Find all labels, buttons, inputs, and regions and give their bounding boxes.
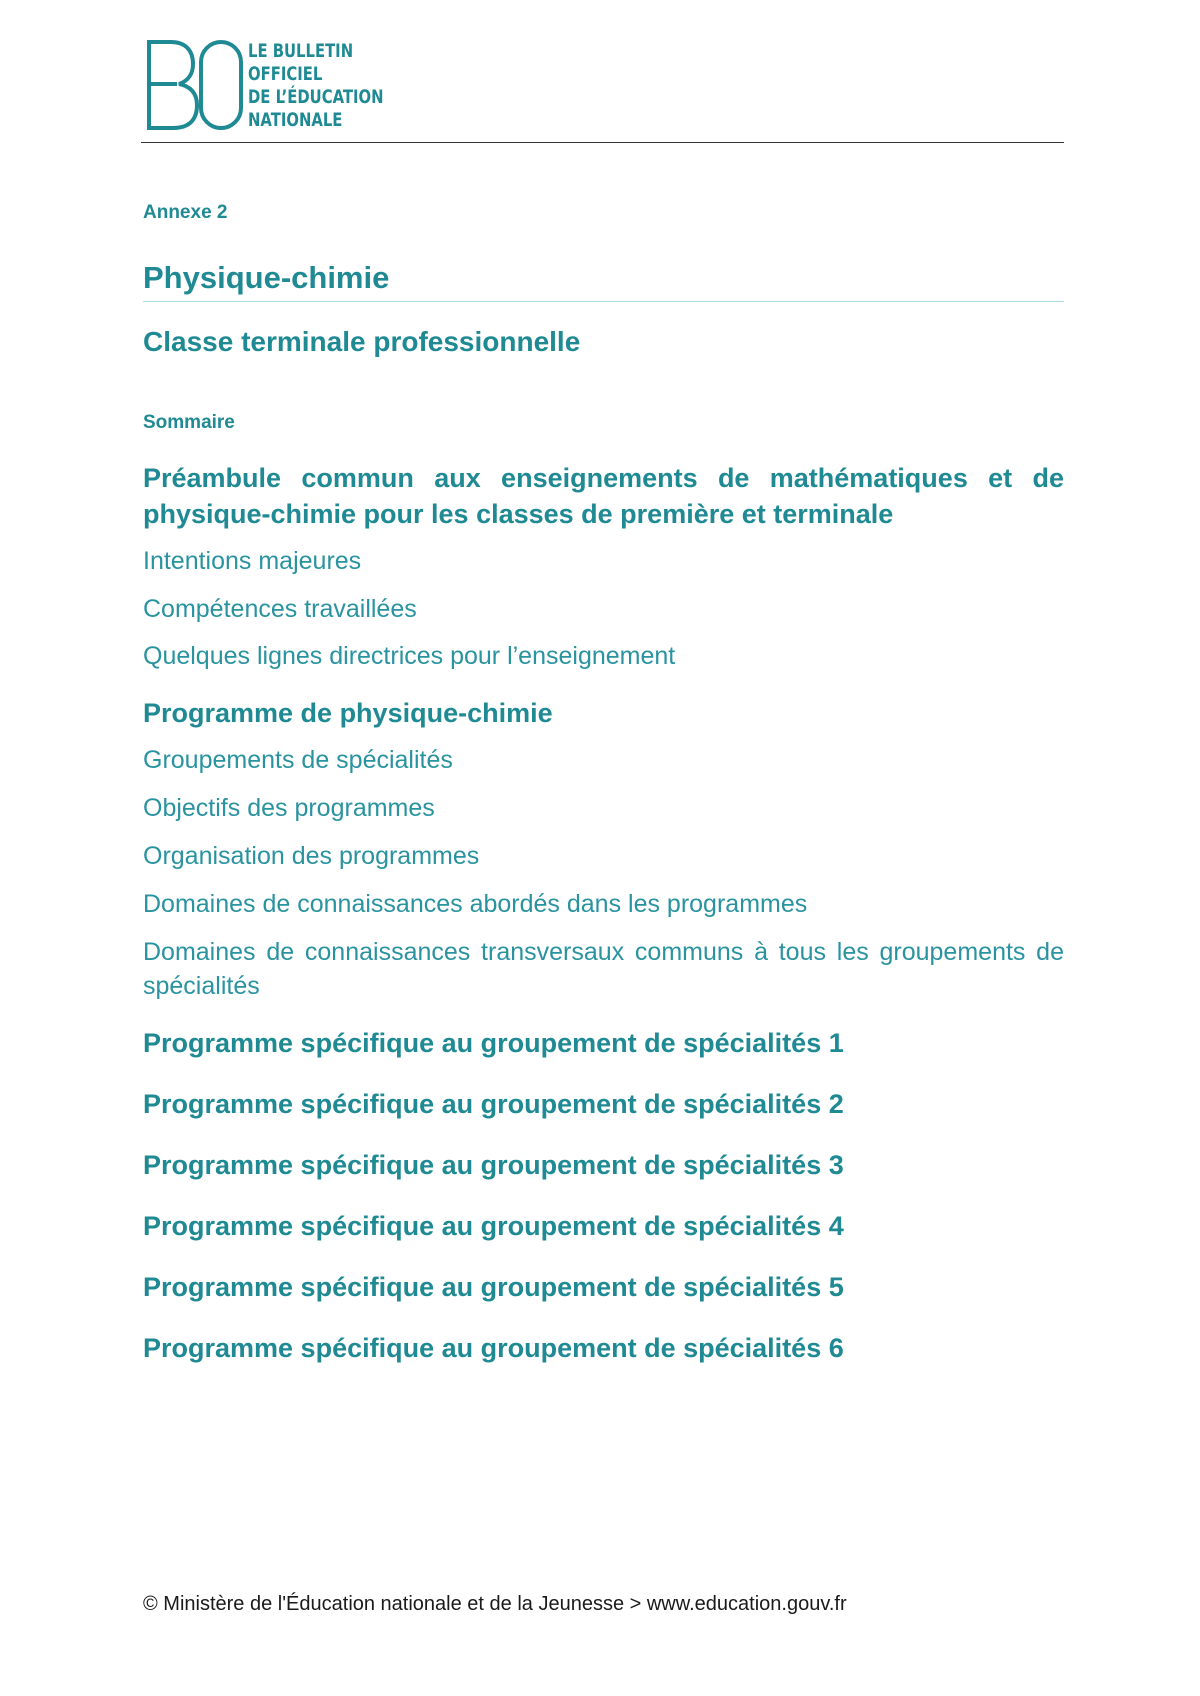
- toc-link-specifique-5[interactable]: Programme spécifique au groupement de spécialités 5: [143, 1272, 844, 1302]
- logo-line: NATIONALE: [248, 109, 343, 131]
- toc-link-groupements[interactable]: Groupements de spécialités: [143, 746, 453, 774]
- toc-link-domaines-transversaux[interactable]: Domaines de connaissances transversaux communs à tous les groupements de spécialités: [143, 938, 1064, 1000]
- toc-link-programme[interactable]: Programme de physique-chimie: [143, 698, 553, 728]
- toc-link-objectifs[interactable]: Objectifs des programmes: [143, 794, 435, 822]
- toc-link-specifique-2[interactable]: Programme spécifique au groupement de spécialités 2: [143, 1089, 844, 1119]
- title-divider: [143, 301, 1064, 302]
- page-subtitle: Classe terminale professionnelle: [143, 326, 581, 357]
- page-title: Physique-chimie: [143, 260, 390, 295]
- table-of-contents: [143, 460, 1064, 1366]
- toc-link-specifique-6[interactable]: Programme spécifique au groupement de spécialités 6: [143, 1333, 844, 1363]
- logo-line: LE BULLETIN: [248, 40, 354, 62]
- logo-line: OFFICIEL: [248, 63, 323, 85]
- toc-link-domaines[interactable]: Domaines de connaissances abordés dans les programmes: [143, 890, 808, 918]
- toc-link-intentions[interactable]: Intentions majeures: [143, 547, 362, 575]
- toc-link-organisation[interactable]: Organisation des programmes: [143, 842, 480, 870]
- header-divider: [141, 142, 1064, 143]
- bo-logo: [145, 38, 245, 138]
- bo-logo-wordmark: [248, 40, 384, 132]
- toc-link-lignes-directrices[interactable]: Quelques lignes directrices pour l’enseignement: [143, 642, 676, 670]
- toc-link-specifique-3[interactable]: Programme spécifique au groupement de spécialités 3: [143, 1150, 844, 1180]
- page-footer: © Ministère de l'Éducation nationale et de la Jeunesse > www.education.gouv.fr: [143, 1593, 847, 1615]
- sommaire-label: Sommaire: [143, 412, 235, 433]
- logo-line: DE L’ÉDUCATION: [248, 86, 384, 108]
- annexe-label: Annexe 2: [143, 202, 228, 223]
- toc-link-competences[interactable]: Compétences travaillées: [143, 595, 417, 623]
- toc-link-specifique-1[interactable]: Programme spécifique au groupement de spécialités 1: [143, 1028, 844, 1058]
- bo-logo-icon: [145, 38, 245, 132]
- toc-link-preambule[interactable]: Préambule commun aux enseignements de mathématiques et de physique-chimie pour les classes de première et terminale: [143, 463, 1064, 529]
- toc-link-specifique-4[interactable]: Programme spécifique au groupement de spécialités 4: [143, 1211, 844, 1241]
